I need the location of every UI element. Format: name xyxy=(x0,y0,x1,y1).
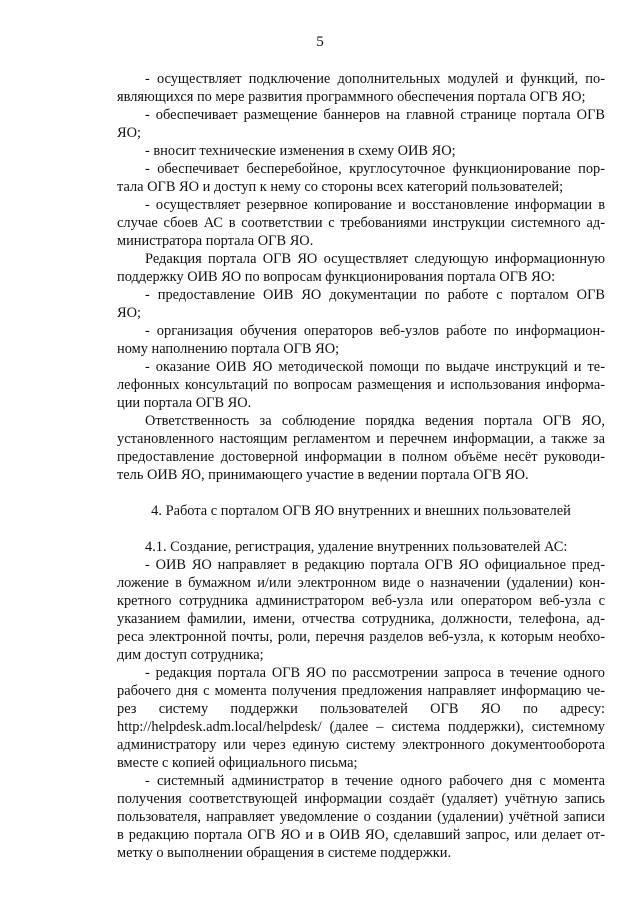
text-line: - организация обучения операторов веб-узлов работе по информацион- xyxy=(145,323,605,339)
text-line: вместе с копией официального письма; xyxy=(117,755,358,771)
text-line: рабочего дня с момента получения предложения направляет информацию че- xyxy=(117,683,605,699)
text-line: пользователя, направляет уведомление о создании (удалении) учётной записи xyxy=(117,809,605,825)
text-line: министратора портала ОГВ ЯО. xyxy=(117,233,314,249)
text-line: кретного сотрудника администратором веб-узла или оператором веб-узла с xyxy=(117,593,605,609)
text-line: - системный администратор в течение одного рабочего дня с момента xyxy=(145,773,605,789)
text-line: - осуществляет резервное копирование и восстановление информации в xyxy=(145,197,605,213)
text-line: ЯО; xyxy=(117,125,141,141)
text-line: - предоставление ОИВ ЯО документации по работе с порталом ОГВ xyxy=(145,287,605,303)
text-line: - редакция портала ОГВ ЯО по рассмотрении запроса в течение одного xyxy=(145,665,605,681)
text-line: - оказание ОИВ ЯО методической помощи по выдаче инструкций и те- xyxy=(145,359,605,375)
text-line: - осуществляет подключение дополнительных модулей и функций, по- xyxy=(145,71,605,87)
text-line: случае сбоев АС в соответствии с требованиями инструкции системного ад- xyxy=(117,215,605,231)
document-body xyxy=(117,70,605,862)
text-line: - обеспечивает размещение баннеров на главной странице портала ОГВ xyxy=(145,107,605,123)
text-line: Ответственность за соблюдение порядка ведения портала ОГВ ЯО, xyxy=(145,413,605,429)
spacer xyxy=(117,520,605,538)
text-line: тель ОИВ ЯО, принимающего участие в ведении портала ОГВ ЯО. xyxy=(117,467,529,483)
section-heading: 4. Работа с порталом ОГВ ЯО внутренних и внешних пользователей xyxy=(151,503,571,519)
text-line: рез систему поддержки пользователей ОГВ ЯО по адресу: xyxy=(117,701,605,717)
text-line: дим доступ сотрудника; xyxy=(117,647,264,663)
text-line: http://helpdesk.adm.local/helpdesk/ (далее – система поддержки), системному xyxy=(117,719,605,735)
text-line: тала ОГВ ЯО и доступ к нему со стороны всех категорий пользователей; xyxy=(117,179,564,195)
text-line: ЯО; xyxy=(117,305,141,321)
text-line: метку о выполнении обращения в системе поддержки. xyxy=(117,845,452,861)
spacer xyxy=(117,484,605,502)
text-line: являющихся по мере развития программного обеспечения портала ОГВ ЯО; xyxy=(117,89,586,105)
text-line: указанием фамилии, имени, отчества сотрудника, должности, телефона, ад- xyxy=(117,611,605,627)
text-line: администратору или через единую систему электронного документооборота xyxy=(117,737,605,753)
text-line: предоставление достоверной информации в полном объёме несёт руководи- xyxy=(117,449,605,465)
text-line: установленного настоящим регламентом и перечнем информации, а также за xyxy=(117,431,605,447)
text-line: в редакцию портала ОГВ ЯО и в ОИВ ЯО, сделавший запрос, или делает от- xyxy=(117,827,605,843)
page-number: 5 xyxy=(316,34,324,50)
text-line: лефонных консультаций по вопросам размещения и использования информа- xyxy=(117,377,605,393)
text-line: поддержку ОИВ ЯО по вопросам функционирования портала ОГВ ЯО: xyxy=(117,269,556,285)
text-line: - ОИВ ЯО направляет в редакцию портала ОГВ ЯО официальное пред- xyxy=(145,557,605,573)
text-line: ложение в бумажном и/или электронном виде о назначении (удалении) кон- xyxy=(117,575,605,591)
text-line: реса электронной почты, роли, перечня разделов веб-узла, к которым необхо- xyxy=(117,629,605,645)
subsection-heading: 4.1. Создание, регистрация, удаление внутренних пользователей АС: xyxy=(145,539,568,555)
text-line: получения соответствующей информации создаёт (удаляет) учётную запись xyxy=(117,791,605,807)
text-line: ному наполнению портала ОГВ ЯО; xyxy=(117,341,340,357)
text-line: - обеспечивает бесперебойное, круглосуточное функционирование пор- xyxy=(145,161,605,177)
text-line: Редакция портала ОГВ ЯО осуществляет следующую информационную xyxy=(145,251,605,267)
text-line: ции портала ОГВ ЯО. xyxy=(117,395,252,411)
text-line: - вносит технические изменения в схему ОИВ ЯО; xyxy=(145,143,456,159)
